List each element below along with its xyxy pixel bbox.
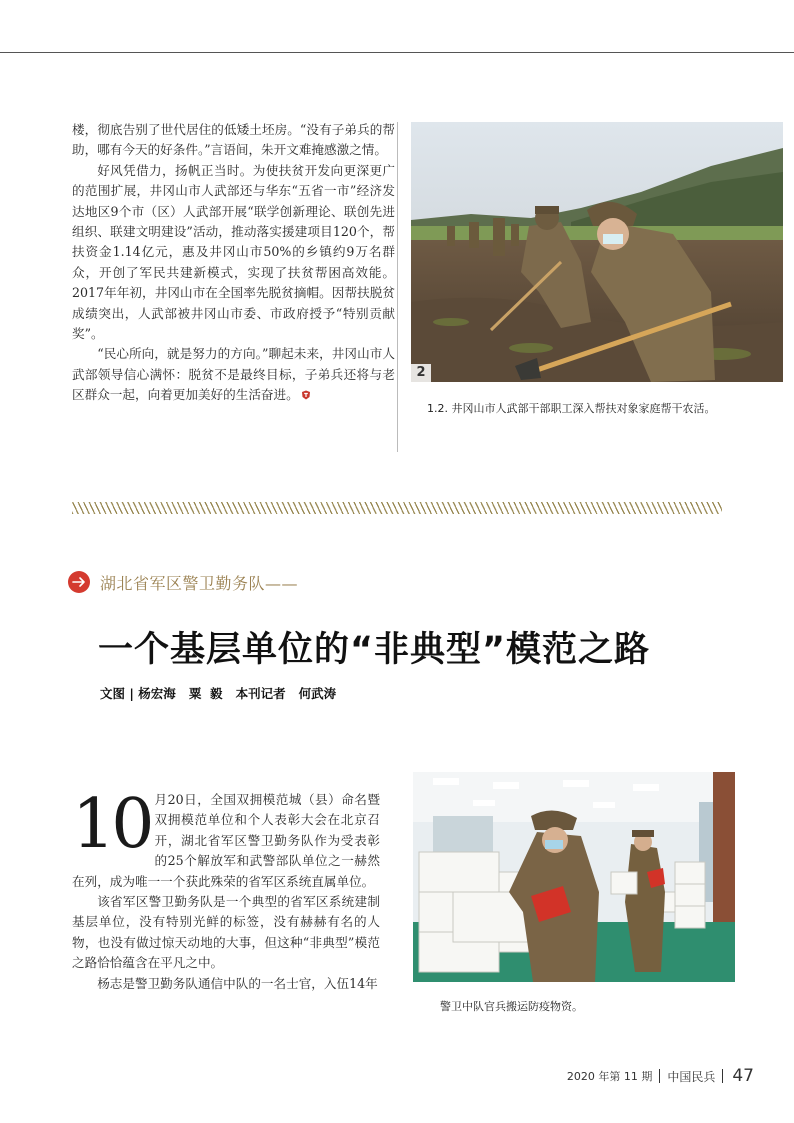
top-article-column [72,120,395,406]
footer-divider [659,1069,660,1083]
section-header [68,570,298,594]
farming-photo-caption: 1.2. 井冈山市人武部干部职工深入帮扶对象家庭帮干农活。 [427,402,716,415]
photo-number: 2 [411,364,431,382]
arrow-right-icon [68,571,90,593]
issue-label: 2020 年第 11 期 [566,1070,653,1083]
page-footer [567,1066,754,1086]
section-label: 湖北省军区警卫勤务队—— [100,573,299,593]
article-column [72,785,380,994]
drop-cap: 10 [72,785,151,864]
farming-photo [411,122,783,382]
section-divider-hatch [72,502,722,514]
footer-divider [722,1069,723,1083]
header-rule [0,52,794,53]
magazine-name: 中国民兵 [667,1069,716,1084]
top-article-paragraph-1: 楼，彻底告别了世代居住的低矮土坯房。“没有子弟兵的帮助，哪有今天的好条件。”言语间，朱开文难掩感激之情。 [72,122,395,158]
article-paragraph-1: 月20日，全国双拥模范城（县）命名暨双拥模范单位和个人表彰大会在北京召开，湖北省军区警卫勤务队作为受表彰的25个解放军和武警部队单位之一赫然在列，成为唯一一个获此殊荣的省军区系统直属单位。 [72,792,380,889]
column-divider [397,122,398,452]
top-article-paragraph-3-text: “民心所向，就是努力的方向。”聊起未来，井冈山市人武部领导信心满怀：脱贫不是最终目标，子弟兵还将与老区群众一起，向着更加美好的生活奋进。 [72,346,395,403]
article-paragraph-3: 杨志是警卫勤务队通信中队的一名士官，入伍14年 [97,975,378,991]
article-headline: 一个基层单位的“非典型”模范之路 [98,630,651,670]
top-article-paragraph-3 [72,344,395,405]
article-byline: 文图 | 杨宏海 粟 毅 本刊记者 何武涛 [100,686,337,701]
article-end-icon [301,390,311,400]
top-article-paragraph-2: 好风凭借力，扬帆正当时。为使扶贫开发向更深更广的范围扩展，井冈山市人武部还与华东“五省一市”经济发达地区9个市（区）人武部开展“联学创新理论、联创先进组织、联建文明建设”活动，推动落实援建项目120个，帮扶资金1.14亿元，惠及井冈山市50%的乡镇约9万名群众，开创了军民共建新模式，实现了扶贫帮困高效能。2017年年初，井冈山市在全国率先脱贫摘帽。因帮扶脱贫成绩突出，人武部被井冈山市委、市政府授予“特别贡献奖”。 [72,162,395,342]
page-number: 47 [732,1066,754,1086]
supplies-photo [413,772,735,982]
article-paragraph-2: 该省军区警卫勤务队是一个典型的省军区系统建制基层单位，没有特别光鲜的标签，没有赫赫有名的人物，也没有做过惊天动地的大事，但这种“非典型”模范之路恰恰蕴含在平凡之中。 [72,894,380,971]
supplies-photo-caption: 警卫中队官兵搬运防疫物资。 [440,1000,583,1013]
